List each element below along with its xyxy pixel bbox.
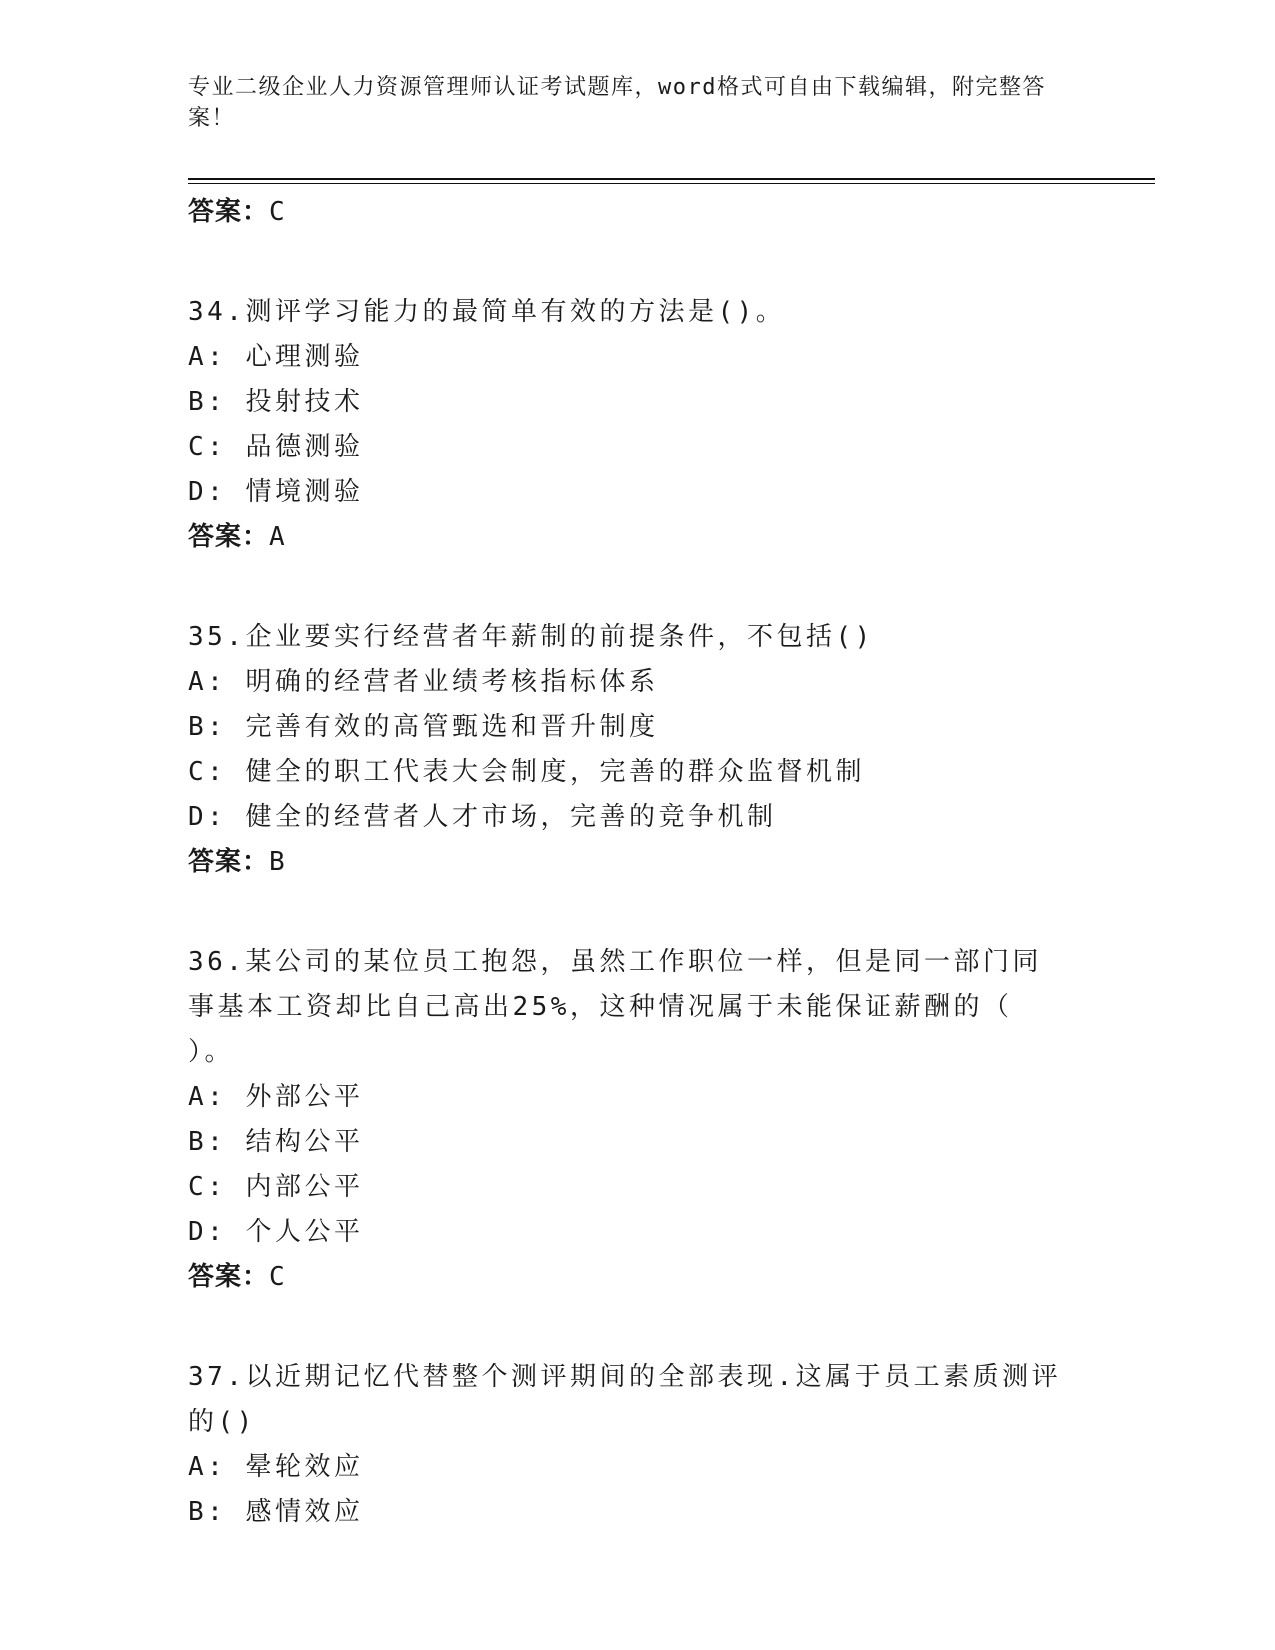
answer-line [188,1255,1088,1299]
option-a: A: 外部公平 [188,1082,364,1112]
question-text: 36.某公司的某位员工抱怨，虽然工作职位一样，但是同一部门同事基本工资却比自己高出25%，这种情况属于未能保证薪酬的（ ）。 [188,947,1042,1067]
answer-value: C [269,1262,286,1292]
page-header: 专业二级企业人力资源管理师认证考试题库，word格式可自由下载编辑，附完整答案！ [188,75,1046,131]
question-36 [188,940,1088,1299]
question-34 [188,290,1088,559]
option-d: D: 情境测验 [188,477,364,507]
answer-value: A [269,522,286,552]
answer-value: B [269,847,286,877]
option-b: B: 感情效应 [188,1497,364,1527]
answer-line [188,190,1088,234]
option-b: B: 投射技术 [188,387,364,417]
answer-label: 答案： [188,1262,270,1292]
answer-line [188,515,1088,559]
question-37 [188,1355,1088,1535]
question-text: 35.企业要实行经营者年薪制的前提条件，不包括() [188,622,874,652]
option-c: C: 内部公平 [188,1172,364,1202]
question-text: 37.以近期记忆代替整个测评期间的全部表现.这属于员工素质测评的() [188,1362,1062,1437]
question-list [188,190,1088,1535]
header-rule [188,178,1155,184]
option-a: A: 晕轮效应 [188,1452,364,1482]
answer-label: 答案： [188,197,270,227]
option-c: C: 健全的职工代表大会制度，完善的群众监督机制 [188,757,865,787]
question-text: 34.测评学习能力的最简单有效的方法是()。 [188,297,786,327]
answer-line [188,840,1088,884]
option-a: A: 明确的经营者业绩考核指标体系 [188,667,659,697]
question-35 [188,615,1088,884]
answer-value: C [269,197,286,227]
option-a: A: 心理测验 [188,342,364,372]
option-c: C: 品德测验 [188,432,364,462]
answer-label: 答案： [188,522,270,552]
option-b: B: 结构公平 [188,1127,364,1157]
option-d: D: 健全的经营者人才市场，完善的竞争机制 [188,802,777,832]
option-d: D: 个人公平 [188,1217,364,1247]
option-b: B: 完善有效的高管甄选和晋升制度 [188,712,659,742]
answer-label: 答案： [188,847,270,877]
